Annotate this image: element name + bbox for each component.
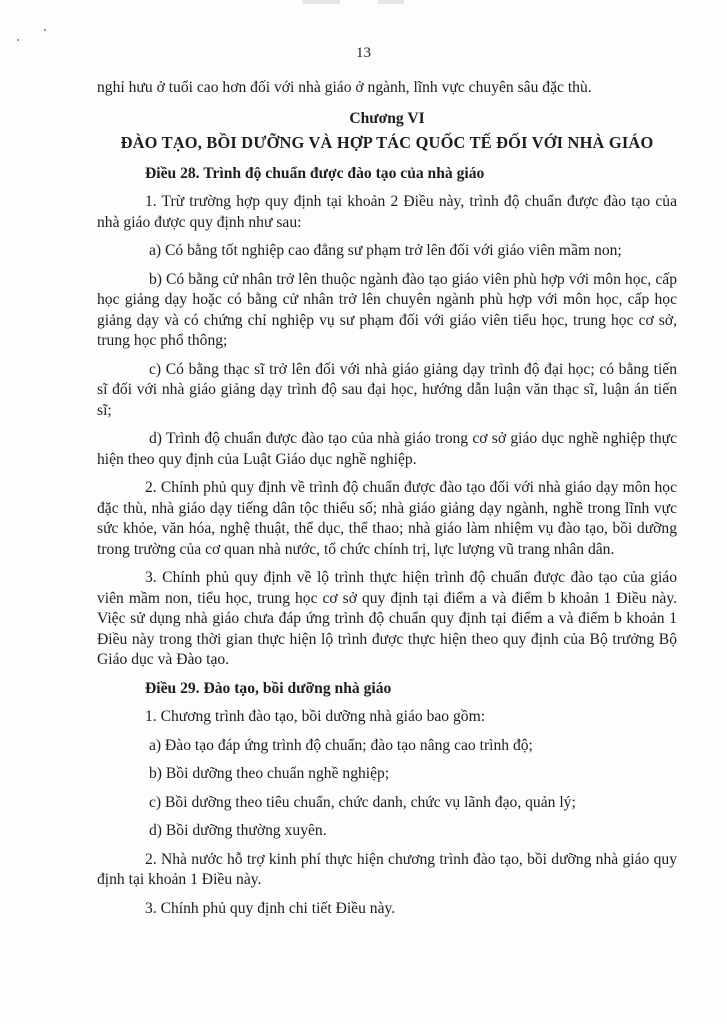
- article-28-clause-1: 1. Trừ trường hợp quy định tại khoản 2 Điều này, trình độ chuẩn được đào tạo của nhà giáo được quy định như sau:: [97, 193, 677, 231]
- article-28-clause-2: 2. Chính phủ quy định về trình độ chuẩn được đào tạo đối với nhà giáo dạy môn học đặc thù, nhà giáo dạy tiếng dân tộc thiểu số; nhà giáo giảng dạy ngành, nghề trong lĩnh vực sức khỏe, văn hóa, nghệ thuật, thể dục, thể thao; nhà giáo làm nhiệm vụ đào tạo, bồi dưỡng trong trường của cơ quan nhà nước, tổ chức chính trị, lực lượng vũ trang nhân dân.: [97, 479, 677, 558]
- article-29-clause-3: 3. Chính phủ quy định chi tiết Điều này.: [145, 899, 396, 917]
- article-29-point-a: a) Đào tạo đáp ứng trình độ chuẩn; đào tạo nâng cao trình độ;: [149, 736, 533, 754]
- article-28-clause-3: 3. Chính phủ quy định về lộ trình thực hiện trình độ chuẩn được đào tạo của giáo viên mầm non, tiểu học, trung học cơ sở quy định tại điểm a và điểm b khoản 1 Điều này. Việc sử dụng nhà giáo chưa đáp ứng trình độ chuẩn quy định tại điểm a và điểm b khoản 1 Điều này trong thời gian thực hiện lộ trình được thực hiện theo quy định của Bộ trưởng Bộ Giáo dục và Đào tạo.: [97, 569, 677, 668]
- scan-speck: [17, 39, 19, 41]
- scan-artifact: [378, 0, 404, 4]
- article-28-point-b: b) Có bằng cử nhân trở lên thuộc ngành đào tạo giáo viên phù hợp với môn học, cấp học giảng dạy hoặc có bằng cử nhân trở lên chuyên ngành phù hợp với môn học, cấp học giảng dạy và có chứng chỉ nghiệp vụ sư phạm đối với giáo viên tiểu học, trung học cơ sở, trung học phổ thông;: [97, 270, 677, 349]
- article-29-clause-1: 1. Chương trình đào tạo, bồi dưỡng nhà giáo bao gồm:: [145, 708, 486, 725]
- scan-speck: [44, 29, 46, 31]
- scan-artifact: [302, 0, 340, 4]
- paragraph-continuation: nghỉ hưu ở tuổi cao hơn đối với nhà giáo ở ngành, lĩnh vực chuyên sâu đặc thù.: [97, 79, 592, 96]
- article-29-point-b: b) Bồi dưỡng theo chuẩn nghề nghiệp;: [149, 765, 390, 782]
- article-29-point-d: d) Bồi dưỡng thường xuyên.: [149, 822, 327, 839]
- article-28-heading: Điều 28. Trình độ chuẩn được đào tạo của nhà giáo: [145, 164, 485, 182]
- article-29-point-c: c) Bồi dưỡng theo tiêu chuẩn, chức danh, chức vụ lãnh đạo, quản lý;: [149, 793, 576, 811]
- article-28-point-c: c) Có bằng thạc sĩ trở lên đối với nhà giáo giảng dạy trình độ đại học; có bằng tiến sĩ đối với nhà giáo giảng dạy trình độ sau đại học, hướng dẫn luận văn thạc sĩ, luận án tiến sĩ;: [97, 360, 677, 419]
- article-28-point-a: a) Có bằng tốt nghiệp cao đẳng sư phạm trở lên đối với giáo viên mầm non;: [149, 242, 622, 259]
- article-28-point-d: d) Trình độ chuẩn được đào tạo của nhà giáo trong cơ sở giáo dục nghề nghiệp thực hiện theo quy định của Luật Giáo dục nghề nghiệp.: [97, 430, 677, 468]
- document-body: [97, 78, 677, 919]
- article-29-heading: Điều 29. Đào tạo, bồi dưỡng nhà giáo: [145, 679, 392, 697]
- page-number: 13: [356, 45, 371, 61]
- article-29-clause-2: 2. Nhà nước hỗ trợ kinh phí thực hiện chương trình đào tạo, bồi dưỡng nhà giáo quy định tại khoản 1 Điều này.: [97, 850, 677, 888]
- chapter-heading: Chương VI: [349, 109, 425, 127]
- chapter-title: ĐÀO TẠO, BỒI DƯỠNG VÀ HỢP TÁC QUỐC TẾ ĐỐI VỚI NHÀ GIÁO: [120, 133, 654, 152]
